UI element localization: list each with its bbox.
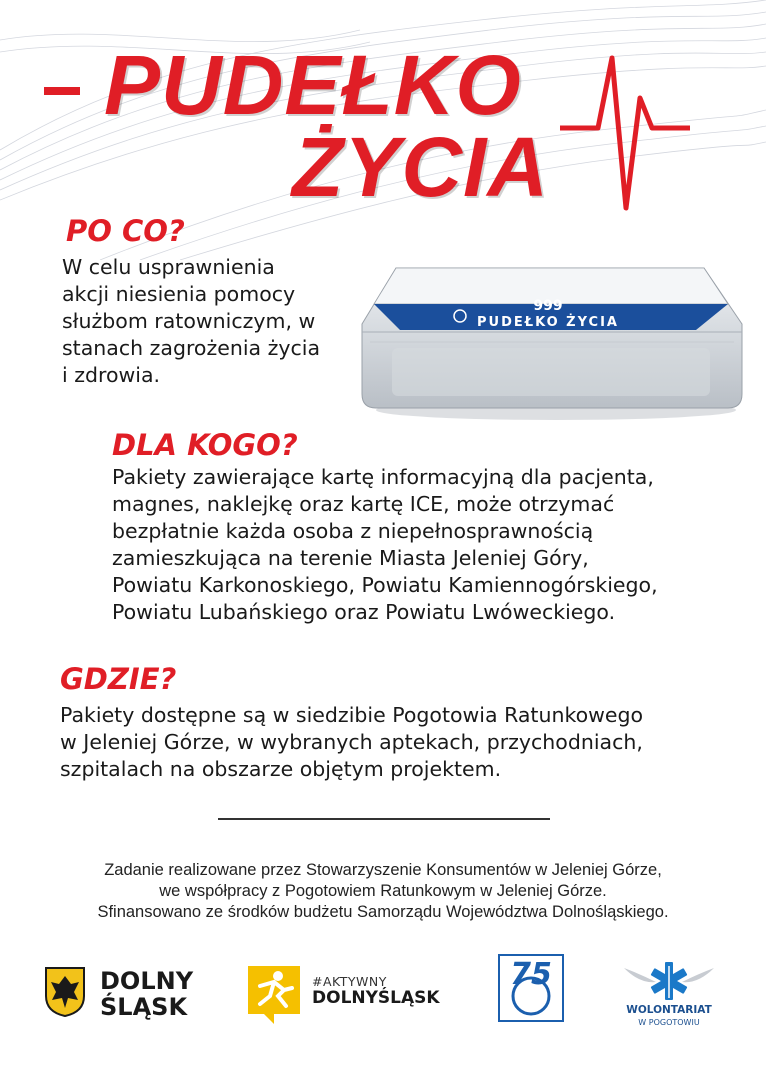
text-line: Powiatu Lubańskiego oraz Powiatu Lwóweckiego. bbox=[112, 600, 616, 624]
aktywny-wordmark: DOLNYŚLĄSK bbox=[312, 988, 440, 1008]
box-label-name: PUDEŁKO ŻYCIA bbox=[477, 315, 619, 330]
text-line: zamieszkująca na terenie Miasta Jeleniej Góry, bbox=[112, 546, 589, 570]
section-text-dla-kogo bbox=[112, 464, 752, 626]
star-of-life-wings-icon bbox=[616, 958, 722, 1004]
section-text-po-co bbox=[62, 254, 332, 389]
footer-line: Sfinansowano ze środków budżetu Samorządu Województwa Dolnośląskiego. bbox=[97, 903, 669, 921]
text-line: bezpłatnie każda osoba z niepełnosprawnością bbox=[112, 519, 594, 543]
footer-line: Zadanie realizowane przez Stowarzyszenie Konsumentów w Jeleniej Górze, bbox=[104, 861, 662, 879]
text-line: stanach zagrożenia życia bbox=[62, 336, 321, 360]
text-line: W celu usprawnienia bbox=[62, 255, 275, 279]
pogotowie-75-logo bbox=[498, 954, 564, 1022]
dolny-slask-logo bbox=[44, 966, 204, 1026]
anniversary-number: 75 bbox=[510, 957, 552, 992]
aktywny-hashtag: #AKTYWNY bbox=[312, 974, 387, 989]
wolontariat-name: WOLONTARIAT bbox=[626, 1004, 712, 1016]
section-heading-dla-kogo: DLA KOGO? bbox=[112, 428, 298, 462]
divider bbox=[218, 818, 550, 820]
title-dash bbox=[44, 87, 80, 95]
text-line: Pakiety zawierające kartę informacyjną dla pacjenta, bbox=[112, 465, 654, 489]
text-line: służbom ratowniczym, w bbox=[62, 309, 316, 333]
footer-line: we współpracy z Pogotowiem Ratunkowym w Jeleniej Górze. bbox=[159, 882, 607, 900]
dolny-slask-line-2: ŚLĄSK bbox=[100, 993, 188, 1021]
text-line: Powiatu Karkonoskiego, Powiatu Kamiennogórskiego, bbox=[112, 573, 658, 597]
wolontariat-logo bbox=[616, 958, 722, 1038]
section-heading-gdzie: GDZIE? bbox=[60, 662, 177, 696]
text-line: akcji niesienia pomocy bbox=[62, 282, 296, 306]
text-line: magnes, naklejkę oraz kartę ICE, może otrzymać bbox=[112, 492, 615, 516]
text-line: Pakiety dostępne są w siedzibie Pogotowia Ratunkowego bbox=[60, 703, 644, 727]
section-heading-po-co: PO CO? bbox=[66, 214, 185, 248]
footer-text bbox=[20, 860, 746, 923]
title-line-2: ŻYCIA bbox=[292, 120, 549, 214]
text-line: i zdrowia. bbox=[62, 363, 161, 387]
heartbeat-icon bbox=[560, 48, 690, 213]
dolny-slask-wordmark bbox=[100, 968, 193, 1020]
text-line: szpitalach na obszarze objętym projektem. bbox=[60, 757, 502, 781]
eagle-shield-icon bbox=[44, 966, 86, 1018]
text-line: w Jeleniej Górze, w wybranych aptekach, przychodniach, bbox=[60, 730, 643, 754]
runner-icon bbox=[244, 962, 304, 1028]
box-label-number: 999 bbox=[533, 298, 563, 314]
dolny-slask-line-1: DOLNY bbox=[100, 967, 194, 995]
wolontariat-sub: W POGOTOWIU bbox=[638, 1018, 700, 1027]
section-text-gdzie bbox=[60, 702, 740, 783]
life-box-image bbox=[356, 262, 746, 422]
aktywny-dolny-slask-logo bbox=[244, 962, 454, 1028]
title-line-1: PUDEŁKO bbox=[104, 38, 522, 132]
